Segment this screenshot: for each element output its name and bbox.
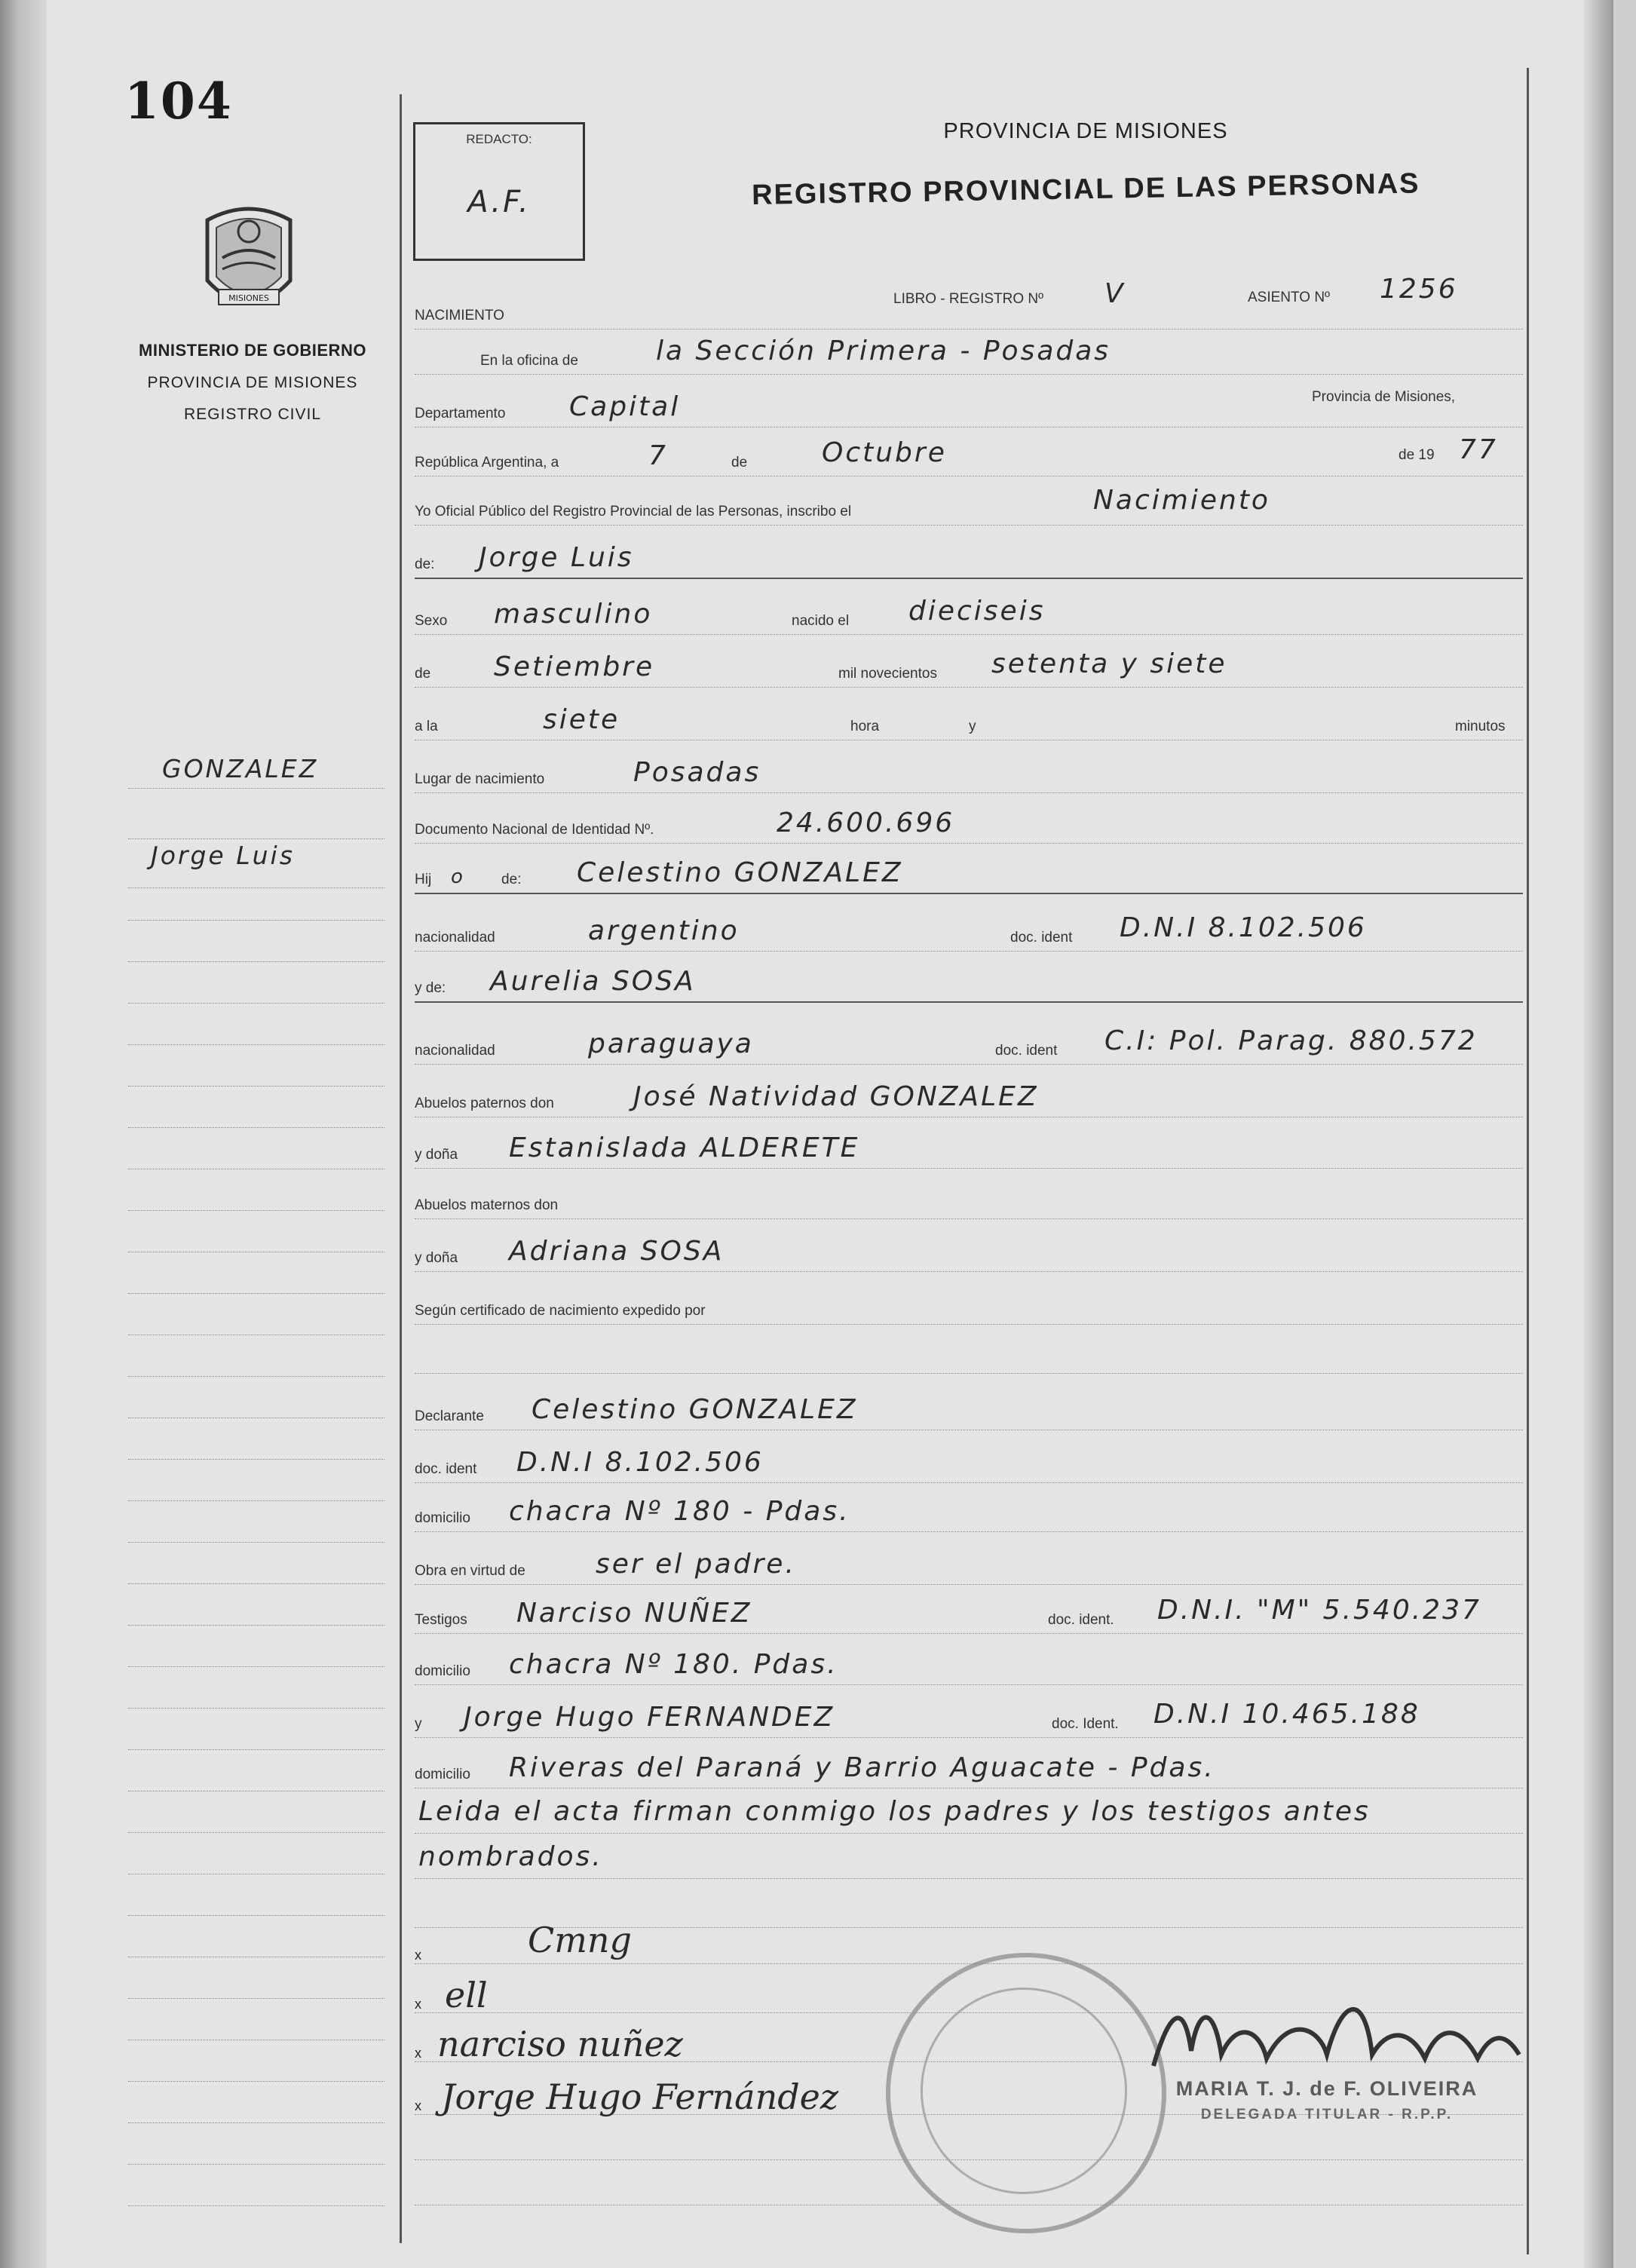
- doc-t2-label: doc. Ident.: [1052, 1716, 1119, 1732]
- nac-madre-label: nacionalidad: [415, 1043, 495, 1059]
- nacido-label: nacido el: [792, 613, 850, 629]
- anio-label: de 19: [1399, 447, 1435, 463]
- abuela-pat-label: y doña: [415, 1147, 458, 1163]
- line-nac-padre: [415, 901, 1523, 952]
- line-dom-declarante: [415, 1482, 1523, 1532]
- line-abuelo-materno: [415, 1169, 1523, 1219]
- signature-3: narciso nuñez: [437, 2024, 683, 2064]
- dom-t2-value: Riveras del Paraná y Barrio Aguacate - Pdas.: [509, 1752, 1215, 1783]
- sexo-label: Sexo: [415, 613, 448, 629]
- lugar-value: Posadas: [633, 757, 761, 788]
- nacido-value: dieciseis: [908, 596, 1046, 627]
- dom-t2-label: domicilio: [415, 1767, 470, 1782]
- nombre-value: Jorge Luis: [479, 542, 634, 573]
- provincia-suffix: Provincia de Misiones,: [1312, 389, 1456, 405]
- registry-title: REGISTRO PROVINCIAL DE LAS PERSONAS: [751, 167, 1420, 211]
- line-abuela-materna: [415, 1221, 1523, 1272]
- abuela-pat-value: Estanislada ALDERETE: [509, 1132, 860, 1163]
- oficina-value: la Sección Primera - Posadas: [656, 336, 1111, 366]
- line-libro: [415, 274, 1523, 329]
- line-hora: [415, 690, 1523, 740]
- margin-surname: GONZALEZ: [162, 754, 319, 783]
- doc-t1-label: doc. ident.: [1048, 1612, 1114, 1628]
- inscribo-label: Yo Oficial Público del Registro Provincial de las Personas, inscribo el: [415, 504, 852, 519]
- testigos-label: Testigos: [415, 1612, 467, 1628]
- margin-given-names: Jorge Luis: [151, 841, 295, 870]
- official-signature-block: [1131, 2077, 1523, 2123]
- line-sexo: [415, 584, 1523, 635]
- doc-madre-value: C.I: Pol. Parag. 880.572: [1104, 1025, 1478, 1056]
- libro-label: LIBRO - REGISTRO Nº: [893, 291, 1044, 307]
- hora-label: a la: [415, 719, 438, 734]
- ministry-province: PROVINCIA DE MISIONES: [147, 374, 358, 391]
- signature-4: Jorge Hugo Fernández: [441, 2076, 839, 2117]
- official-title: DELEGADA TITULAR - R.P.P.: [1200, 2107, 1454, 2122]
- nac-madre-value: paraguaya: [588, 1028, 754, 1059]
- dom-t1-value: chacra Nº 180. Pdas.: [509, 1649, 838, 1680]
- mes-nac-label: de: [415, 666, 431, 682]
- dia-value: 7: [648, 440, 668, 471]
- asiento-value: 1256: [1380, 274, 1458, 305]
- signature-mark-1: x: [415, 1948, 421, 1963]
- doc-decl-label: doc. ident: [415, 1461, 477, 1477]
- official-stamp: [886, 1953, 1166, 2233]
- page-number: 104: [124, 72, 233, 130]
- testigo1-value: Narciso NUÑEZ: [516, 1598, 752, 1629]
- provincial-emblem: [192, 198, 305, 326]
- doc-t2-value: D.N.I 10.465.188: [1153, 1699, 1420, 1730]
- svg-text:MISIONES: MISIONES: [228, 293, 269, 303]
- line-doc-declarante: [415, 1433, 1523, 1483]
- obra-label: Obra en virtud de: [415, 1563, 525, 1579]
- line-nombre: [415, 528, 1523, 579]
- doc-padre-value: D.N.I 8.102.506: [1120, 912, 1367, 943]
- padre-value: Celestino GONZALEZ: [577, 857, 903, 888]
- line-closing-1: [415, 1783, 1523, 1834]
- hijo-label: Hij: [415, 872, 432, 887]
- closing-text-2: nombrados.: [418, 1841, 603, 1872]
- anio-nac-label: mil novecientos: [838, 666, 937, 682]
- closing-text-1: Leida el acta firman conmigo los padres y los testigos antes: [418, 1796, 1371, 1827]
- doc-decl-value: D.N.I 8.102.506: [516, 1447, 764, 1478]
- departamento-value: Capital: [569, 391, 681, 422]
- testigo2-value: Jorge Hugo FERNANDEZ: [464, 1702, 835, 1733]
- dni-value: 24.600.696: [777, 808, 955, 838]
- line-dom-testigo2: [415, 1738, 1523, 1788]
- dom-decl-label: domicilio: [415, 1510, 470, 1526]
- abuelo-pat-value: José Natividad GONZALEZ: [633, 1081, 1039, 1112]
- oficina-label: En la oficina de: [480, 353, 578, 369]
- line-testigo2: [415, 1687, 1523, 1738]
- madre-label: y de:: [415, 980, 446, 996]
- page-edge: [1583, 0, 1613, 2268]
- ministry-name: MINISTERIO DE GOBIERNO: [139, 341, 366, 360]
- book-binding: [0, 0, 47, 2268]
- signature-line-1: [415, 1920, 1523, 1964]
- official-name: MARIA T. J. de F. OLIVEIRA: [1175, 2077, 1478, 2100]
- anio-value: 77: [1459, 434, 1498, 465]
- line-lugar: [415, 743, 1523, 793]
- signature-mark-2: x: [415, 1997, 421, 2012]
- obra-value: ser el padre.: [596, 1549, 796, 1580]
- line-inscribo: [415, 475, 1523, 526]
- departamento-label: Departamento: [415, 406, 506, 421]
- signature-1: Cmng: [528, 1920, 632, 1960]
- line-padre: [415, 843, 1523, 894]
- mes-value: Octubre: [822, 437, 947, 468]
- record-type-label: NACIMIENTO: [415, 308, 504, 323]
- abuela-mat-label: y doña: [415, 1250, 458, 1266]
- nombre-label: de:: [415, 556, 435, 572]
- line-declarante: [415, 1380, 1523, 1430]
- dom-t1-label: domicilio: [415, 1663, 470, 1679]
- asiento-label: ASIENTO Nº: [1248, 290, 1330, 305]
- right-rule: [1527, 68, 1529, 2254]
- abuelo-mat-label: Abuelos maternos don: [415, 1197, 559, 1213]
- line-oficina: [415, 324, 1523, 375]
- dom-decl-value: chacra Nº 180 - Pdas.: [509, 1496, 850, 1527]
- redacto-box: [413, 122, 585, 261]
- y-t2-label: y: [415, 1716, 422, 1732]
- line-mes-nacimiento: [415, 637, 1523, 688]
- line-dom-testigo1: [415, 1635, 1523, 1685]
- line-closing-2: [415, 1828, 1523, 1879]
- line-abuelo-paterno: [415, 1067, 1523, 1117]
- padre-label: de:: [501, 872, 522, 887]
- line-blank: [415, 1323, 1523, 1374]
- redacto-label: REDACTO:: [466, 132, 532, 146]
- declarante-value: Celestino GONZALEZ: [532, 1394, 858, 1425]
- line-madre: [415, 952, 1523, 1003]
- official-signature-scribble: [1138, 1983, 1530, 2081]
- dni-label: Documento Nacional de Identidad Nº.: [415, 822, 654, 838]
- nac-padre-label: nacionalidad: [415, 930, 495, 946]
- line-certificado: [415, 1274, 1523, 1325]
- line-testigo1: [415, 1583, 1523, 1634]
- doc-t1-value: D.N.I. "M" 5.540.237: [1157, 1595, 1481, 1626]
- line-nac-madre: [415, 1014, 1523, 1065]
- lugar-label: Lugar de nacimiento: [415, 771, 545, 787]
- minutos-label: minutos: [1455, 719, 1506, 734]
- y-minutos-label: y: [969, 719, 976, 734]
- line-departamento: [415, 377, 1523, 428]
- de-label: de: [731, 455, 748, 470]
- line-dni: [415, 793, 1523, 844]
- signature-2: ell: [445, 1975, 488, 2015]
- horas-label: hora: [850, 719, 880, 734]
- margin-rule: [400, 94, 402, 2243]
- ministry-office: REGISTRO CIVIL: [183, 406, 322, 423]
- line-abuela-paterna: [415, 1118, 1523, 1169]
- inscribo-value: Nacimiento: [1093, 485, 1270, 516]
- abuelo-pat-label: Abuelos paternos don: [415, 1096, 554, 1111]
- fecha-label: República Argentina, a: [415, 455, 559, 470]
- hijo-suffix: o: [451, 866, 465, 888]
- abuela-mat-value: Adriana SOSA: [509, 1236, 725, 1267]
- libro-value: V: [1104, 278, 1126, 309]
- redacto-value: A.F.: [467, 185, 531, 219]
- anio-nac-value: setenta y siete: [991, 648, 1227, 679]
- signature-mark-4: x: [415, 2098, 421, 2113]
- header-province: PROVINCIA DE MISIONES: [943, 119, 1228, 143]
- madre-value: Aurelia SOSA: [490, 966, 696, 997]
- line-obra: [415, 1534, 1523, 1585]
- ministry-block: [128, 341, 377, 424]
- sexo-value: masculino: [494, 599, 653, 630]
- doc-padre-label: doc. ident: [1010, 930, 1073, 946]
- signature-mark-3: x: [415, 2046, 421, 2061]
- doc-madre-label: doc. ident: [995, 1043, 1058, 1059]
- mes-nac-value: Setiembre: [494, 651, 655, 682]
- declarante-label: Declarante: [415, 1408, 484, 1424]
- certificado-label: Según certificado de nacimiento expedido por: [415, 1303, 706, 1319]
- line-fecha: [415, 426, 1523, 477]
- nac-padre-value: argentino: [588, 915, 740, 946]
- hora-value: siete: [543, 704, 620, 735]
